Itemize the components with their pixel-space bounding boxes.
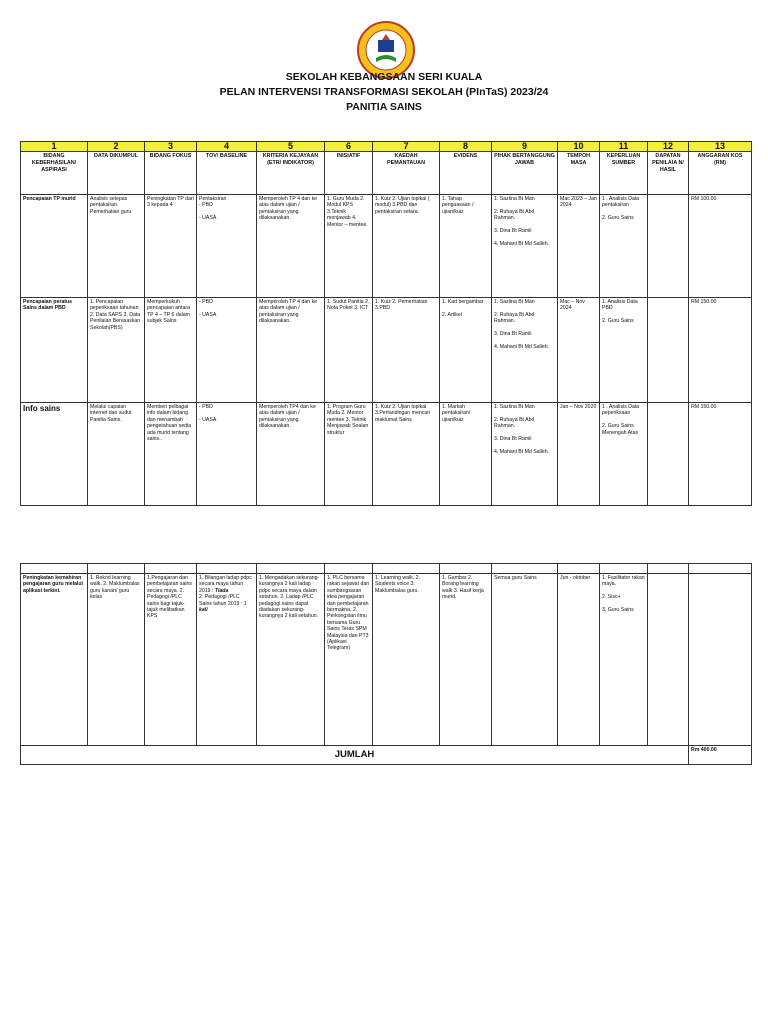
- evidence-item: 2. Artikel: [442, 311, 462, 318]
- baseline-text: 1. Bilangan ladap pdpc secara maya tahun 2019 :: [199, 575, 252, 594]
- cell-focus: Memperkukuh pencapaian antara TP 4 – TP 6 dalam subjek Sains: [145, 298, 197, 403]
- col-number: 4: [197, 142, 257, 152]
- plan-title: PELAN INTERVENSI TRANSFORMASI SEKOLAH (PInTaS) 2023/24: [219, 86, 549, 98]
- cell-resources: [600, 195, 648, 298]
- resource: 3. Guru Sains: [602, 607, 634, 614]
- cell-data: 1. Pencapaian peperiksaan tahunan 2. Data SAPS 3. Data Penilaian Berasaskan Sekolah(PBS): [88, 298, 145, 403]
- baseline-value: Tiada: [214, 587, 229, 594]
- col-header: DAPATAN PENILAIA N/ HASIL: [648, 152, 689, 195]
- table-row: [21, 403, 752, 506]
- resource: 1. Fasilitator rakan maya.: [602, 575, 645, 588]
- resource: 2. Guru Sains: [602, 318, 634, 325]
- empty-cell: [648, 564, 689, 574]
- table-row: [21, 574, 752, 746]
- empty-cell: [689, 564, 752, 574]
- baseline-line: - PBD: [199, 202, 213, 209]
- baseline-line: Pentaksiran: [199, 196, 227, 202]
- col-header: TOV/ BASELINE: [197, 152, 257, 195]
- cell-baseline: [197, 403, 257, 506]
- spacer-row: [21, 564, 752, 574]
- baseline-line: - PBD: [199, 299, 213, 305]
- person: 2. Ruhaya Bt Abd Rahman.: [494, 311, 535, 325]
- baseline-line: - UASA: [199, 416, 217, 423]
- cell-period: Mac 2023 – Jan 2024: [558, 195, 600, 298]
- empty-cell: [197, 564, 257, 574]
- cell-initiative: 1. Sudut Panitia 2. Nota Poket 3. ICT: [325, 298, 373, 403]
- col-header: DATA DIKUMPUL: [88, 152, 145, 195]
- cell-data: Melalui capaian internet dan sudut Panitia Sains.: [88, 403, 145, 506]
- empty-cell: [88, 564, 145, 574]
- person: 3. Dina Bt Ramli: [494, 228, 532, 235]
- person: 4. Mahani Bt Md Salleh.: [494, 448, 550, 455]
- resource: 1 . Analisis Data peperiksaan: [602, 404, 640, 417]
- evidence-item: 1. Kad bergambar: [442, 299, 484, 305]
- person: 1. Sazlina Bt Man: [494, 404, 535, 410]
- col-number: 3: [145, 142, 197, 152]
- cell-criteria: 1. Mengadakan sekurang-kurangnya 2 kali ladap pdpc secara maya dalam setahun. 2. Ladap /PLC pedagogi sains dapat diadakan sekurang-kurangnya 2 kali setahun.: [257, 574, 325, 746]
- cell-focus: [145, 195, 197, 298]
- cell-criteria: Memperoleh TP4 dan ke atas dalam ujian / pentaksiran yang dilaksanakan.: [257, 403, 325, 506]
- cell-cost: RM 100.00: [689, 195, 752, 298]
- person: 3. Dina Bt Ramli: [494, 436, 532, 443]
- cell-criteria: Memperoleh TP 4 dan ke atas dalam ujian / pentaksiran yang dilaksanakan.: [257, 298, 325, 403]
- total-label: JUMLAH: [21, 746, 689, 765]
- cell-monitoring: 1. Learning walk. 2. Students voice 3. Maklumbalas guru.: [373, 574, 440, 746]
- col-number: 7: [373, 142, 440, 152]
- col-number: 1: [21, 142, 88, 152]
- panel-name: PANITIA SAINS: [346, 101, 422, 113]
- cell-period: Mac – Nov 2024: [558, 298, 600, 403]
- table-row: [21, 195, 752, 298]
- table-row: [21, 298, 752, 403]
- resource: 1. Analisis Data PBD: [602, 299, 638, 312]
- col-header: KRITERIA KEJAYAAN (ETR/ INDIKATOR): [257, 152, 325, 195]
- baseline-line: - UASA: [199, 311, 217, 318]
- school-name: SEKOLAH KEBANGSAAN SERI KUALA: [285, 71, 483, 83]
- col-header: ANGGARAN KOS (RM): [689, 152, 752, 195]
- person: 3. Dina Bt Ramli: [494, 331, 532, 338]
- cell-focus: 1.Pengajaran dan pembelajaran sains secara maya. 2. Pedagogi /PLC sains bagi tajuk-tajuk melibatkan KPS: [145, 574, 197, 746]
- cell-evidence: 1. Tahap penguasaan / ujian/kuiz: [440, 195, 492, 298]
- person: 4. Mahani Bt Md Salleh.: [494, 343, 550, 350]
- cell-data: 1. Rekod learning walk. 2. Maklumbalas guru kanan/ guru kelas: [88, 574, 145, 746]
- cell-initiative: 1. Program Guru Muda 2. Mentor mentee 3. Teknik Menjawab Soalan struktur: [325, 403, 373, 506]
- col-number: 8: [440, 142, 492, 152]
- empty-cell: [600, 564, 648, 574]
- cell-period: Jan – Nov 2020: [558, 403, 600, 506]
- cell-result: [648, 574, 689, 746]
- person: 2. Ruhaya Bt Abd Rahman.: [494, 208, 535, 222]
- col-number: 11: [600, 142, 648, 152]
- col-header: BIDANG KEBERHASILAN/ ASPIRASI: [21, 152, 88, 195]
- person: 1. Sazlina Bt Man: [494, 299, 535, 305]
- cell-period: Jun - oktober: [558, 574, 600, 746]
- col-number: 13: [689, 142, 752, 152]
- col-number: 2: [88, 142, 145, 152]
- col-number: 5: [257, 142, 325, 152]
- resource: 1 . Analisis Data pentaksiran: [602, 196, 640, 209]
- col-header: INISIATIF: [325, 152, 373, 195]
- cell-result: [648, 403, 689, 506]
- person: 2. Ruhaya Bt Abd Rahman.: [494, 416, 535, 430]
- cell-evidence: 1. Markah pentaksiran/ ujian/kuiz: [440, 403, 492, 506]
- total-value: Rm 400.00: [689, 746, 752, 765]
- cell-monitoring: 1. Kuiz 2. Pemerhatian 3.PBD: [373, 298, 440, 403]
- cell-baseline: [197, 574, 257, 746]
- baseline-text: 2. Pedagogi /PLC Sains tahun 2019 : 1: [199, 594, 247, 607]
- cell-aspiration: Pencapaian peratus Sains dalam PBD: [21, 298, 88, 403]
- col-number: 9: [492, 142, 558, 152]
- col-header: PIHAK BERTANGGUNG JAWAB: [492, 152, 558, 195]
- cell-result: [648, 298, 689, 403]
- cell-responsible: Semua guru Sains: [492, 574, 558, 746]
- resource: 2. Guru Sains: [602, 215, 634, 222]
- cell-aspiration: Pencapaian TP murid: [21, 195, 88, 298]
- col-number: 12: [648, 142, 689, 152]
- cell-responsible: [492, 195, 558, 298]
- col-header: BIDANG FOKUS: [145, 152, 197, 195]
- total-row: [21, 746, 752, 765]
- empty-cell: [21, 564, 88, 574]
- empty-cell: [440, 564, 492, 574]
- cell-evidence: 1. Gambar 2. Borang learning walk 3. Hasil kerja murid.: [440, 574, 492, 746]
- cell-focus: Memberi pelbagai info dalam bidang dan menambah pengetahuan sedia ada murid tentang sains..: [145, 403, 197, 506]
- cell-resources: [600, 574, 648, 746]
- cell-criteria: Memperoleh TP 4 dan ke atas dalam ujian / pentaksiran yang dilaksanakan.: [257, 195, 325, 298]
- cell-monitoring: 1. Kuiz 2. Ujian topikal ( modul) 3.PBD dan pentaksiran setara.: [373, 195, 440, 298]
- baseline-value: kali: [199, 607, 208, 614]
- empty-cell: [373, 564, 440, 574]
- cell-monitoring: 1. Kuiz 2. Ujian topikal 3.Pertandingan mencari maklumat Sains: [373, 403, 440, 506]
- col-header: EVIDENS: [440, 152, 492, 195]
- empty-cell: [257, 564, 325, 574]
- cell-resources: [600, 298, 648, 403]
- document-titles: [0, 70, 768, 115]
- cell-evidence: [440, 298, 492, 403]
- cell-cost: RM 150.00: [689, 403, 752, 506]
- cell-responsible: [492, 298, 558, 403]
- empty-cell: [325, 564, 373, 574]
- cell-data: Analisis selepas pentaksiran. Pemerhatian guru: [88, 195, 145, 298]
- cell-resources: [600, 403, 648, 506]
- cell-aspiration: Info sains: [21, 403, 88, 506]
- resource: 2. Guru Sains Menengah Atas: [602, 423, 639, 436]
- cell-initiative: 1. PLC bersama rakan sejawat dan sumbangsaran idea pengajaran dan pembelajaran bermakna. 2. Perkongsian ilmu bersama Guru Sains Teras SPM Malaysia dan PT3 (Aplikasi Telegram): [325, 574, 373, 746]
- col-header: KEPERLUAN SUMBER: [600, 152, 648, 195]
- empty-cell: [145, 564, 197, 574]
- intervention-table: [20, 141, 752, 506]
- empty-cell: [492, 564, 558, 574]
- cell-cost: RM 150.00: [689, 298, 752, 403]
- col-header: KAEDAH PEMANTAUAN: [373, 152, 440, 195]
- intervention-table-continued: [20, 563, 752, 765]
- person: 1. Sazlina Bt Man: [494, 196, 535, 202]
- baseline-line: - PBD: [199, 404, 213, 410]
- empty-cell: [558, 564, 600, 574]
- col-number: 10: [558, 142, 600, 152]
- resource: 2. Sisc+: [602, 594, 621, 601]
- cell-cost: [689, 574, 752, 746]
- cell-baseline: [197, 195, 257, 298]
- focus-text: Peningkatan TP dari 3 kepada 4: [147, 196, 194, 209]
- col-header: TEMPOH MASA: [558, 152, 600, 195]
- column-number-row: [21, 142, 752, 152]
- cell-baseline: [197, 298, 257, 403]
- cell-aspiration: Peningkatan kemahiran pengajaran guru melalui aplikasi terkini.: [21, 574, 88, 746]
- cell-result: [648, 195, 689, 298]
- col-number: 6: [325, 142, 373, 152]
- cell-initiative: 1. Guru Muda 2. Modul KPS 3.Teknik menjawab 4. Mentor – mentee.: [325, 195, 373, 298]
- cell-responsible: [492, 403, 558, 506]
- person: 4. Mahani Bt Md Salleh.: [494, 240, 550, 247]
- column-header-row: [21, 152, 752, 195]
- baseline-line: - UASA: [199, 215, 217, 222]
